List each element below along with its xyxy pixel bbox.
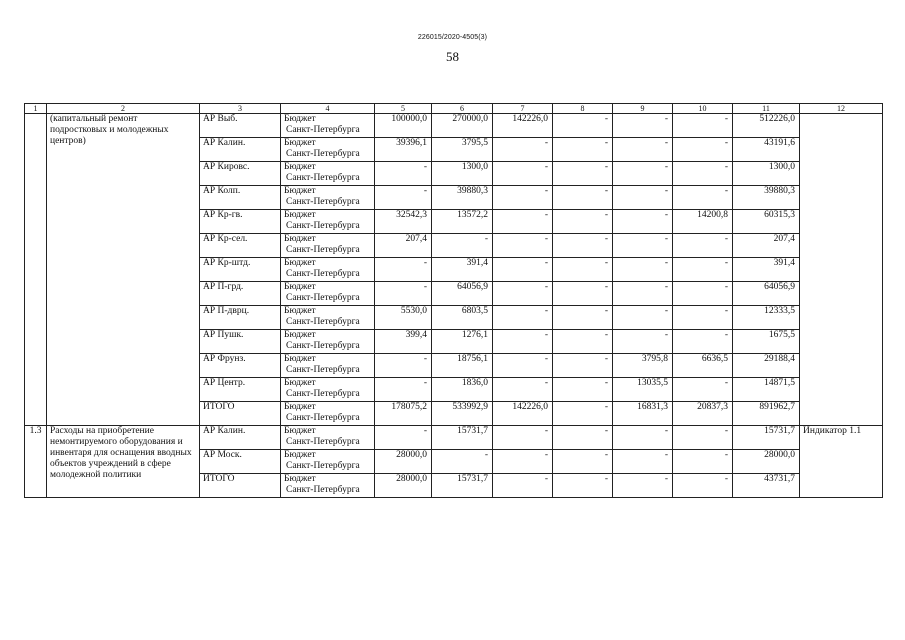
column-header-1: 1 (25, 104, 47, 114)
amount-cell-c6: 1276,1 (432, 330, 493, 354)
item-number-cell (25, 114, 47, 426)
amount-cell-c5: - (375, 258, 432, 282)
amount-cell-c8: - (553, 210, 613, 234)
funding-source-cell (281, 162, 375, 186)
amount-cell-c9: - (613, 186, 673, 210)
amount-cell-c5: 399,4 (375, 330, 432, 354)
amount-cell-c9: 16831,3 (613, 402, 673, 426)
amount-cell-c10: - (673, 162, 733, 186)
amount-cell-c11: 15731,7 (733, 426, 800, 450)
amount-cell-c7: - (493, 282, 553, 306)
amount-cell-c8: - (553, 330, 613, 354)
document-number: 226015/2020-4505(3) (417, 34, 488, 41)
column-header-4: 4 (281, 104, 375, 114)
amount-cell-c10: - (673, 450, 733, 474)
funding-source-line-1: Бюджет (284, 282, 316, 292)
indicator-cell: Индикатор 1.1 (800, 426, 883, 498)
column-header-10: 10 (673, 104, 733, 114)
amount-cell-c11: 39880,3 (733, 186, 800, 210)
amount-cell-c5: 207,4 (375, 234, 432, 258)
column-header-2: 2 (47, 104, 200, 114)
amount-cell-c6: - (432, 450, 493, 474)
amount-cell-c6: 1300,0 (432, 162, 493, 186)
amount-cell-c9: - (613, 138, 673, 162)
district-cell: АР Фрунз. (200, 354, 281, 378)
amount-cell-c10: - (673, 234, 733, 258)
amount-cell-c6: 533992,9 (432, 402, 493, 426)
amount-cell-c7: - (493, 234, 553, 258)
amount-cell-c10: - (673, 258, 733, 282)
funding-source-cell (281, 354, 375, 378)
amount-cell-c11: 12333,5 (733, 306, 800, 330)
funding-source-line-2: Санкт-Петербурга (286, 197, 360, 207)
district-cell: ИТОГО (200, 474, 281, 498)
item-number-cell: 1.3 (25, 426, 47, 498)
district-cell: АР Кр-гв. (200, 210, 281, 234)
funding-source-line-2: Санкт-Петербурга (286, 293, 360, 303)
amount-cell-c8: - (553, 426, 613, 450)
amount-cell-c9: - (613, 474, 673, 498)
funding-source-line-1: Бюджет (284, 258, 316, 268)
amount-cell-c8: - (553, 378, 613, 402)
amount-cell-c11: 14871,5 (733, 378, 800, 402)
funding-source-cell (281, 258, 375, 282)
amount-cell-c5: - (375, 378, 432, 402)
amount-cell-c8: - (553, 402, 613, 426)
amount-cell-c5: 28000,0 (375, 450, 432, 474)
amount-cell-c8: - (553, 354, 613, 378)
amount-cell-c6: - (432, 234, 493, 258)
amount-cell-c9: 3795,8 (613, 354, 673, 378)
funding-source-line-1: Бюджет (284, 354, 316, 364)
amount-cell-c11: 1675,5 (733, 330, 800, 354)
amount-cell-c10: - (673, 138, 733, 162)
column-header-9: 9 (613, 104, 673, 114)
amount-cell-c9: - (613, 306, 673, 330)
funding-source-cell (281, 282, 375, 306)
amount-cell-c7: - (493, 138, 553, 162)
amount-cell-c6: 39880,3 (432, 186, 493, 210)
table-row (25, 426, 883, 450)
column-header-3: 3 (200, 104, 281, 114)
column-number-row (25, 104, 883, 114)
amount-cell-c10: 20837,3 (673, 402, 733, 426)
amount-cell-c10: - (673, 114, 733, 138)
district-cell: АР Кр-штд. (200, 258, 281, 282)
budget-table (24, 103, 883, 498)
funding-source-line-2: Санкт-Петербурга (286, 221, 360, 231)
amount-cell-c7: - (493, 186, 553, 210)
amount-cell-c5: - (375, 186, 432, 210)
amount-cell-c10: 14200,8 (673, 210, 733, 234)
funding-source-cell (281, 330, 375, 354)
funding-source-line-2: Санкт-Петербурга (286, 461, 360, 471)
funding-source-line-2: Санкт-Петербурга (286, 317, 360, 327)
amount-cell-c8: - (553, 474, 613, 498)
amount-cell-c6: 391,4 (432, 258, 493, 282)
amount-cell-c8: - (553, 450, 613, 474)
funding-source-line-1: Бюджет (284, 186, 316, 196)
funding-source-line-2: Санкт-Петербурга (286, 245, 360, 255)
amount-cell-c9: - (613, 330, 673, 354)
amount-cell-c6: 6803,5 (432, 306, 493, 330)
funding-source-cell (281, 450, 375, 474)
district-cell: ИТОГО (200, 402, 281, 426)
funding-source-line-1: Бюджет (284, 330, 316, 340)
amount-cell-c10: - (673, 282, 733, 306)
amount-cell-c7: - (493, 162, 553, 186)
district-cell: АР П-дврц. (200, 306, 281, 330)
funding-source-line-2: Санкт-Петербурга (286, 437, 360, 447)
amount-cell-c9: - (613, 426, 673, 450)
amount-cell-c9: - (613, 234, 673, 258)
funding-source-line-1: Бюджет (284, 234, 316, 244)
funding-source-line-1: Бюджет (284, 114, 316, 124)
amount-cell-c11: 891962,7 (733, 402, 800, 426)
district-cell: АР Кр-сел. (200, 234, 281, 258)
district-cell: АР Калин. (200, 426, 281, 450)
amount-cell-c7: - (493, 426, 553, 450)
amount-cell-c10: - (673, 378, 733, 402)
amount-cell-c7: 142226,0 (493, 114, 553, 138)
column-header-5: 5 (375, 104, 432, 114)
amount-cell-c7: - (493, 450, 553, 474)
amount-cell-c11: 43191,6 (733, 138, 800, 162)
amount-cell-c9: - (613, 258, 673, 282)
amount-cell-c8: - (553, 306, 613, 330)
indicator-cell (800, 114, 883, 426)
funding-source-line-1: Бюджет (284, 162, 316, 172)
amount-cell-c8: - (553, 186, 613, 210)
amount-cell-c11: 391,4 (733, 258, 800, 282)
amount-cell-c7: - (493, 474, 553, 498)
amount-cell-c11: 1300,0 (733, 162, 800, 186)
amount-cell-c9: 13035,5 (613, 378, 673, 402)
funding-source-cell (281, 210, 375, 234)
amount-cell-c11: 207,4 (733, 234, 800, 258)
amount-cell-c10: 6636,5 (673, 354, 733, 378)
funding-source-line-1: Бюджет (284, 306, 316, 316)
funding-source-line-1: Бюджет (284, 138, 316, 148)
funding-source-line-2: Санкт-Петербурга (286, 149, 360, 159)
district-cell: АР Центр. (200, 378, 281, 402)
district-cell: АР Выб. (200, 114, 281, 138)
column-header-8: 8 (553, 104, 613, 114)
amount-cell-c6: 18756,1 (432, 354, 493, 378)
amount-cell-c8: - (553, 138, 613, 162)
funding-source-line-2: Санкт-Петербурга (286, 413, 360, 423)
funding-source-cell (281, 234, 375, 258)
amount-cell-c5: - (375, 426, 432, 450)
funding-source-line-2: Санкт-Петербурга (286, 341, 360, 351)
amount-cell-c10: - (673, 306, 733, 330)
amount-cell-c9: - (613, 114, 673, 138)
funding-source-line-2: Санкт-Петербурга (286, 365, 360, 375)
funding-source-line-1: Бюджет (284, 402, 316, 412)
district-cell: АР Моск. (200, 450, 281, 474)
item-name-cell: Расходы на приобретение немонтируемого оборудования и инвентаря для оснащения вводных объектов учреждений в сфере молодежной политики (47, 426, 200, 498)
amount-cell-c6: 3795,5 (432, 138, 493, 162)
amount-cell-c11: 60315,3 (733, 210, 800, 234)
funding-source-cell (281, 474, 375, 498)
district-cell: АР Пушк. (200, 330, 281, 354)
funding-source-cell (281, 306, 375, 330)
amount-cell-c8: - (553, 162, 613, 186)
amount-cell-c5: 39396,1 (375, 138, 432, 162)
funding-source-line-2: Санкт-Петербурга (286, 389, 360, 399)
amount-cell-c10: - (673, 330, 733, 354)
amount-cell-c11: 28000,0 (733, 450, 800, 474)
funding-source-cell (281, 138, 375, 162)
amount-cell-c10: - (673, 426, 733, 450)
item-name-cell: (капитальный ремонт подростковых и молодежных центров) (47, 114, 200, 426)
amount-cell-c5: - (375, 162, 432, 186)
amount-cell-c7: - (493, 330, 553, 354)
amount-cell-c7: - (493, 210, 553, 234)
amount-cell-c7: - (493, 306, 553, 330)
amount-cell-c8: - (553, 114, 613, 138)
amount-cell-c7: 142226,0 (493, 402, 553, 426)
column-header-11: 11 (733, 104, 800, 114)
amount-cell-c8: - (553, 258, 613, 282)
funding-source-cell (281, 114, 375, 138)
amount-cell-c8: - (553, 234, 613, 258)
amount-cell-c5: 32542,3 (375, 210, 432, 234)
district-cell: АР Кировс. (200, 162, 281, 186)
amount-cell-c5: 178075,2 (375, 402, 432, 426)
amount-cell-c6: 15731,7 (432, 426, 493, 450)
column-header-12: 12 (800, 104, 883, 114)
amount-cell-c11: 43731,7 (733, 474, 800, 498)
amount-cell-c7: - (493, 258, 553, 282)
amount-cell-c7: - (493, 354, 553, 378)
funding-source-line-2: Санкт-Петербурга (286, 269, 360, 279)
funding-source-line-1: Бюджет (284, 450, 316, 460)
funding-source-cell (281, 378, 375, 402)
amount-cell-c5: 28000,0 (375, 474, 432, 498)
table-row (25, 114, 883, 138)
amount-cell-c11: 29188,4 (733, 354, 800, 378)
amount-cell-c8: - (553, 282, 613, 306)
district-cell: АР П-грд. (200, 282, 281, 306)
column-header-7: 7 (493, 104, 553, 114)
amount-cell-c6: 1836,0 (432, 378, 493, 402)
amount-cell-c5: 100000,0 (375, 114, 432, 138)
funding-source-line-1: Бюджет (284, 474, 316, 484)
amount-cell-c10: - (673, 474, 733, 498)
page-number: 58 (446, 49, 459, 64)
funding-source-line-2: Санкт-Петербурга (286, 485, 360, 495)
funding-source-line-2: Санкт-Петербурга (286, 125, 360, 135)
funding-source-cell (281, 426, 375, 450)
funding-source-cell (281, 186, 375, 210)
amount-cell-c6: 13572,2 (432, 210, 493, 234)
funding-source-line-1: Бюджет (284, 378, 316, 388)
column-header-6: 6 (432, 104, 493, 114)
amount-cell-c6: 15731,7 (432, 474, 493, 498)
district-cell: АР Колп. (200, 186, 281, 210)
amount-cell-c9: - (613, 282, 673, 306)
funding-source-line-1: Бюджет (284, 210, 316, 220)
amount-cell-c5: - (375, 282, 432, 306)
amount-cell-c6: 270000,0 (432, 114, 493, 138)
amount-cell-c5: 5530,0 (375, 306, 432, 330)
amount-cell-c9: - (613, 162, 673, 186)
funding-source-line-2: Санкт-Петербурга (286, 173, 360, 183)
district-cell: АР Калин. (200, 138, 281, 162)
funding-source-line-1: Бюджет (284, 426, 316, 436)
amount-cell-c7: - (493, 378, 553, 402)
amount-cell-c11: 64056,9 (733, 282, 800, 306)
amount-cell-c10: - (673, 186, 733, 210)
amount-cell-c6: 64056,9 (432, 282, 493, 306)
amount-cell-c11: 512226,0 (733, 114, 800, 138)
funding-source-cell (281, 402, 375, 426)
amount-cell-c9: - (613, 450, 673, 474)
amount-cell-c5: - (375, 354, 432, 378)
amount-cell-c9: - (613, 210, 673, 234)
